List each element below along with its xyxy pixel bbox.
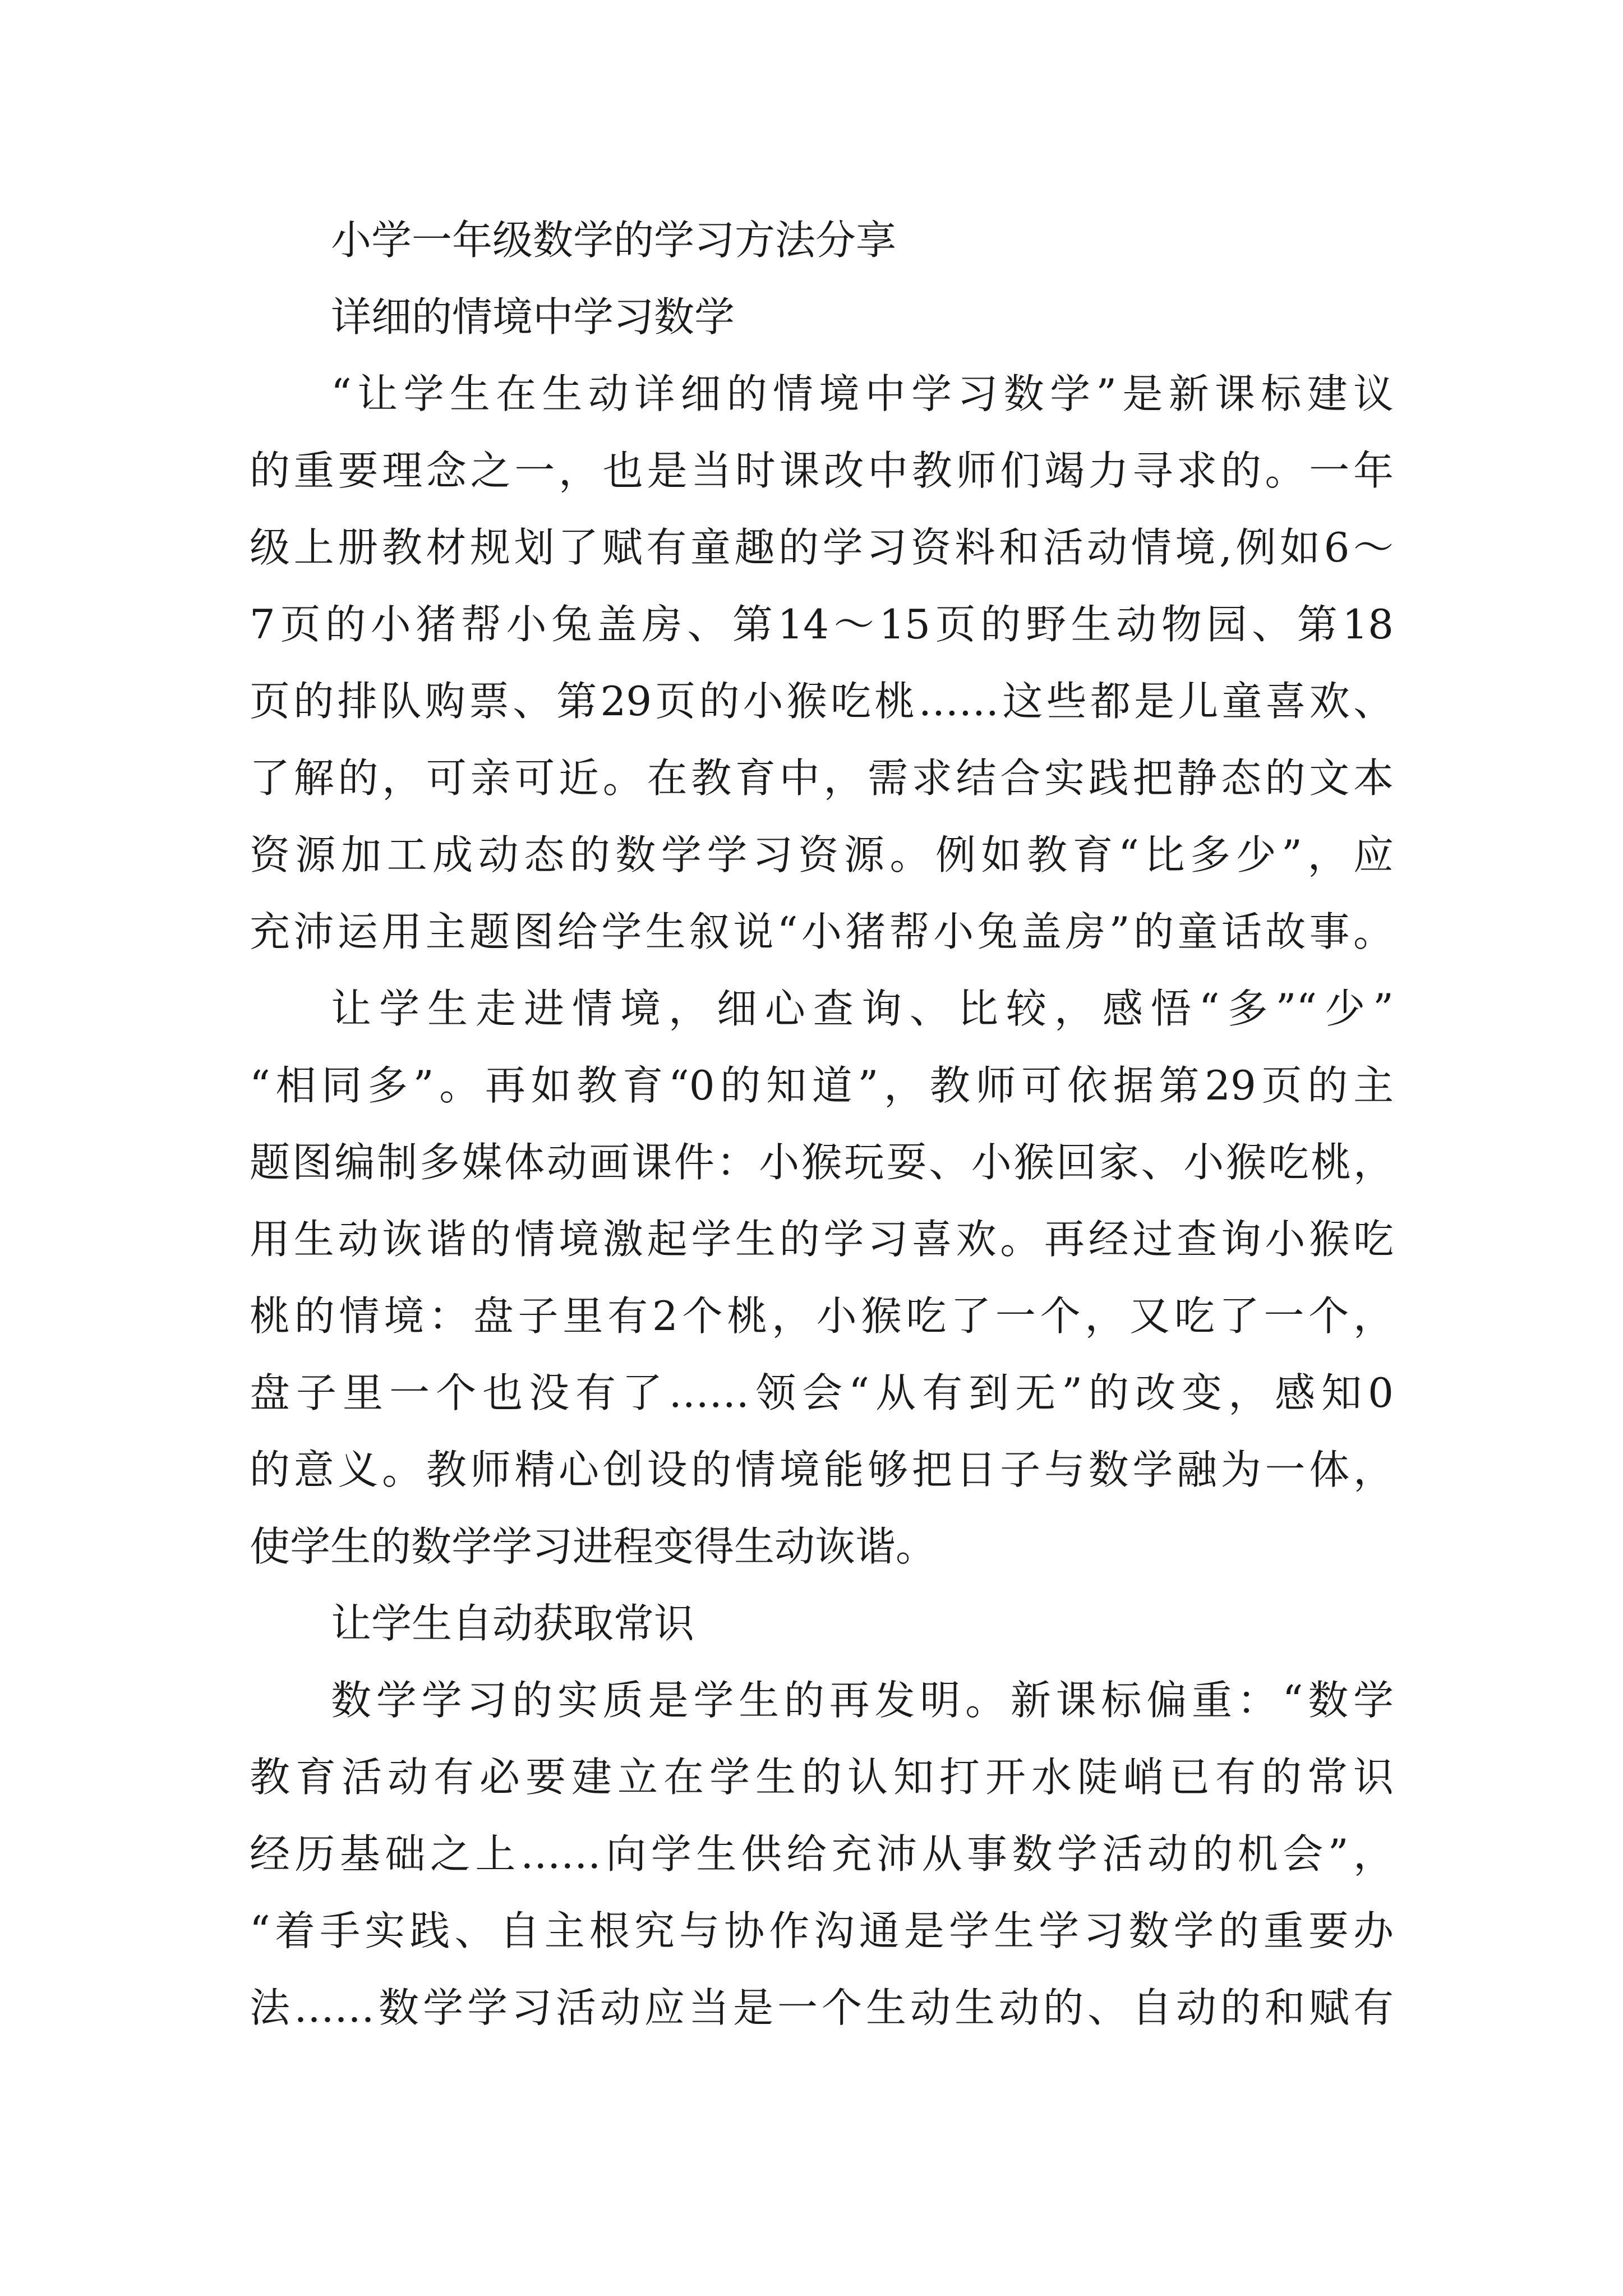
paragraph-line: 资源加工成动态的数学学习资源。例如教育“比多少”，应 (250, 831, 1394, 878)
paragraph-line: “相同多”。再如教育“0的知道”，教师可依据第29页的主 (250, 1062, 1394, 1109)
section-heading: 让学生自动获取常识 (331, 1600, 695, 1647)
paragraph-line: 的重要理念之一，也是当时课改中教师们竭力寻求的。一年 (250, 447, 1394, 494)
section-heading: 详细的情境中学习数学 (331, 293, 735, 341)
paragraph-line: 了解的，可亲可近。在教育中，需求结合实践把静态的文本 (250, 754, 1394, 802)
paragraph-line: 教育活动有必要建立在学生的认知打开水陡峭已有的常识 (250, 1754, 1394, 1801)
paragraph-line: 7页的小猪帮小兔盖房、第14～15页的野生动物园、第18 (250, 601, 1394, 648)
paragraph-line: 使学生的数学学习进程变得生动诙谐。 (250, 1523, 937, 1570)
paragraph-line: 题图编制多媒体动画课件：小猴玩耍、小猴回家、小猴吃桃， (250, 1139, 1394, 1186)
paragraph-line: “让学生在生动详细的情境中学习数学”是新课标建议 (331, 370, 1394, 417)
paragraph-line: 级上册教材规划了赋有童趣的学习资料和活动情境,例如6～ (250, 524, 1394, 571)
paragraph-line: 让学生走进情境，细心查询、比较，感悟“多”“少” (331, 985, 1394, 1032)
paragraph-line: 经历基础之上……向学生供给充沛从事数学活动的机会”， (250, 1830, 1394, 1878)
paragraph-line: 页的排队购票、第29页的小猴吃桃……这些都是儿童喜欢、 (250, 678, 1394, 725)
paragraph-line: 盘子里一个也没有了……领会“从有到无”的改变，感知0 (250, 1369, 1394, 1416)
document-title: 小学一年级数学的学习方法分享 (331, 217, 897, 264)
paragraph-line: 的意义。教师精心创设的情境能够把日子与数学融为一体， (250, 1446, 1394, 1493)
paragraph-line: 数学学习的实质是学生的再发明。新课标偏重：“数学 (331, 1677, 1394, 1724)
paragraph-line: 法……数学学习活动应当是一个生动生动的、自动的和赋有 (250, 1984, 1394, 2031)
paragraph-line: “着手实践、自主根究与协作沟通是学生学习数学的重要办 (250, 1907, 1394, 1954)
paragraph-line: 充沛运用主题图给学生叙说“小猪帮小兔盖房”的童话故事。 (250, 908, 1394, 955)
paragraph-line: 用生动诙谐的情境激起学生的学习喜欢。再经过查询小猴吃 (250, 1216, 1394, 1263)
paragraph-line: 桃的情境：盘子里有2个桃，小猴吃了一个，又吃了一个， (250, 1292, 1394, 1340)
